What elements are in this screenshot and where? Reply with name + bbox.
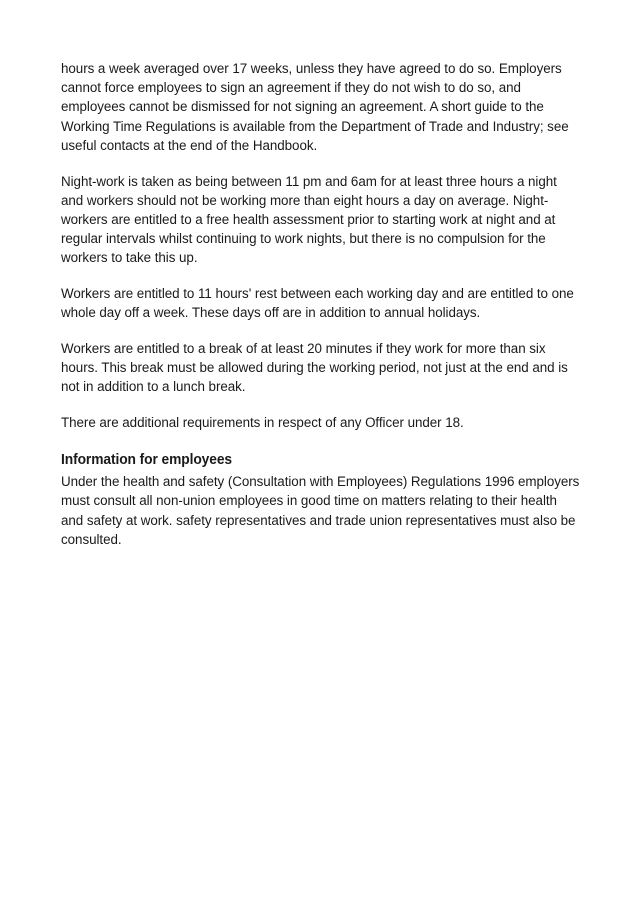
document-page <box>61 59 581 566</box>
section-heading: Information for employees <box>61 451 233 469</box>
paragraph-rest-periods: Workers are entitled to 11 hours' rest between each working day and are entitled to one whole day off a week. These days off are in addition to annual holidays. <box>61 286 574 321</box>
paragraph-working-hours: hours a week averaged over 17 weeks, unless they have agreed to do so. Employers cannot force employees to sign an agreement if they do not wish to do so, and employees cannot be dismissed for not signing an agreement. A short guide to the Working Time Regulations is available from the Department of Trade and Industry; see useful contacts at the end of the Handbook. <box>61 61 569 153</box>
paragraph-night-work: Night-work is taken as being between 11 pm and 6am for at least three hours a night and workers should not be working more than eight hours a day on average. Night-workers are entitled to a free health assessment prior to starting work at night and at regular intervals whilst continuing to work nights, but there is no compulsion for the workers to take this up. <box>61 173 557 266</box>
paragraph-consultation: Under the health and safety (Consultation with Employees) Regulations 1996 employers must consult all non-union employees in good time on matters relating to their health and safety at work. safety representatives and trade union representatives must also be consulted. <box>61 474 580 547</box>
paragraph-under-18: There are additional requirements in respect of any Officer under 18. <box>61 415 464 431</box>
paragraph-breaks: Workers are entitled to a break of at least 20 minutes if they work for more than six hours. This break must be allowed during the working period, not just at the end and is not in addition to a lunch break. <box>61 340 568 395</box>
